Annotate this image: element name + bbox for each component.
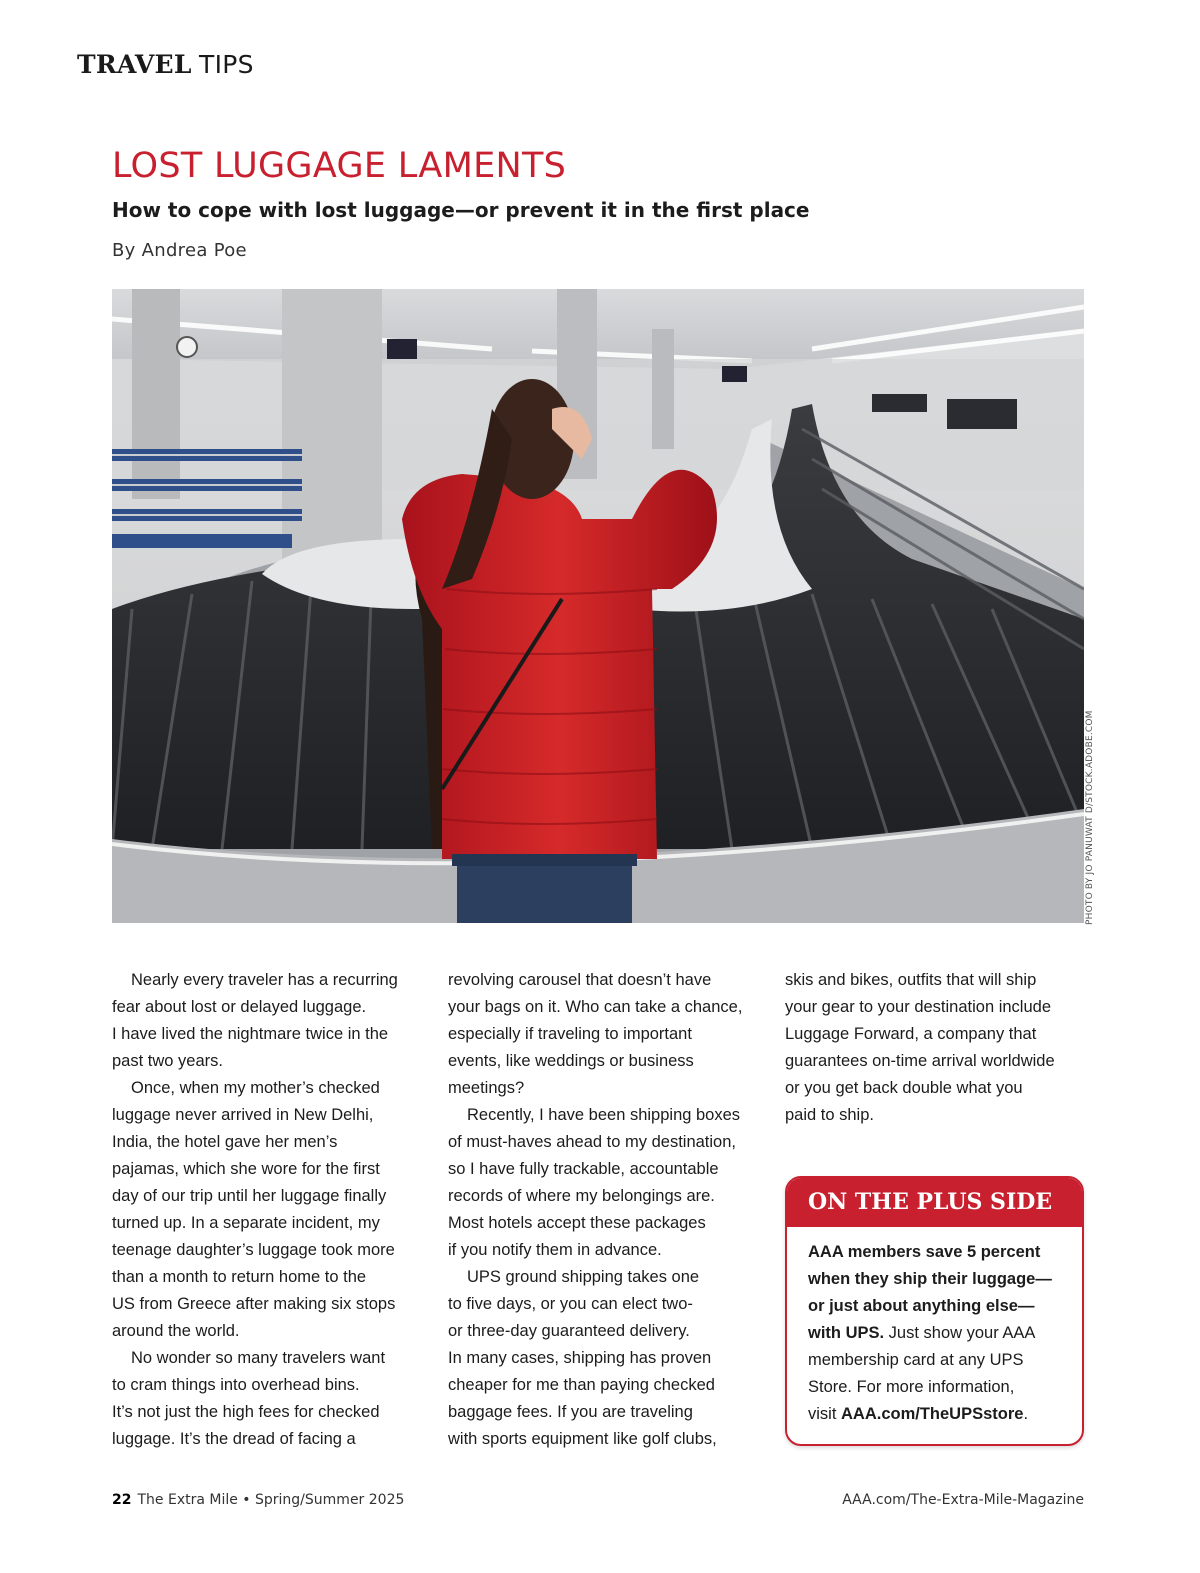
- paragraph: Nearly every traveler has a recurring fear about lost or delayed luggage. I have lived the nightmare twice in the past two years.: [112, 971, 398, 1070]
- article-dek: How to cope with lost luggage—or prevent it in the first place: [112, 198, 810, 222]
- sidebar-body: [787, 1227, 1082, 1428]
- sidebar-bold-text: AAA members save 5 percent when they ship their luggage— or just about anything else— with UPS.: [808, 1243, 1052, 1342]
- page-number: 22: [112, 1492, 132, 1508]
- footer-left: [112, 1492, 404, 1508]
- sidebar-link[interactable]: AAA.com/TheUPSstore: [841, 1405, 1024, 1423]
- sidebar-title: ON THE PLUS SIDE: [787, 1178, 1082, 1227]
- section-tag-light: TIPS: [199, 50, 254, 79]
- sidebar-text: Just show your AAA membership card at any UPS Store. For more information, visit: [808, 1324, 1036, 1423]
- paragraph: Recently, I have been shipping boxes of must-haves ahead to my destination, so I have fully trackable, accountable records of where my belongings are. Most hotels accept these packages if you notify them in advance.: [448, 1106, 741, 1259]
- section-tag: [77, 50, 254, 80]
- paragraph: revolving carousel that doesn’t have your bags on it. Who can take a chance, especially if traveling to important events, like weddings or business meetings?: [448, 971, 743, 1097]
- photo-credit: PHOTO BY JO PANUWAT D/STOCK.ADOBE.COM: [1085, 710, 1095, 925]
- plus-side-sidebar: [785, 1176, 1084, 1446]
- article-column-3: [785, 967, 1085, 1129]
- paragraph: UPS ground shipping takes one to five days, or you can elect two- or three-day guaranteed delivery. In many cases, shipping has proven cheaper for me than paying checked baggage fees. If you are traveling with sports equipment like golf clubs,: [448, 1268, 717, 1448]
- paragraph: No wonder so many travelers want to cram things into overhead bins. It’s not just the high fees for checked luggage. It’s the dread of facing a: [112, 1349, 386, 1448]
- publication-name: The Extra Mile • Spring/Summer 2025: [137, 1492, 405, 1508]
- paragraph: skis and bikes, outfits that will ship your gear to your destination include Luggage Forward, a company that guarantees on-time arrival worldwide or you get back double what you paid to ship.: [785, 971, 1055, 1124]
- article-column-1: [112, 967, 430, 1453]
- sidebar-end: .: [1023, 1405, 1029, 1423]
- baggage-carousel-illustration: [112, 289, 1084, 923]
- section-tag-strong: TRAVEL: [77, 50, 192, 79]
- hero-photo: [112, 289, 1084, 923]
- article-byline: By Andrea Poe: [112, 240, 247, 261]
- footer-url[interactable]: AAA.com/The-Extra-Mile-Magazine: [842, 1492, 1084, 1508]
- paragraph: Once, when my mother’s checked luggage never arrived in New Delhi, India, the hotel gave her men’s pajamas, which she wore for the first day of our trip until her luggage finally turned up. In a separate incident, my teenage daughter’s luggage took more than a month to return home to the US from Greece after making six stops around the world.: [112, 1079, 396, 1340]
- article-column-2: [448, 967, 766, 1453]
- article-headline: LOST LUGGAGE LAMENTS: [112, 146, 567, 186]
